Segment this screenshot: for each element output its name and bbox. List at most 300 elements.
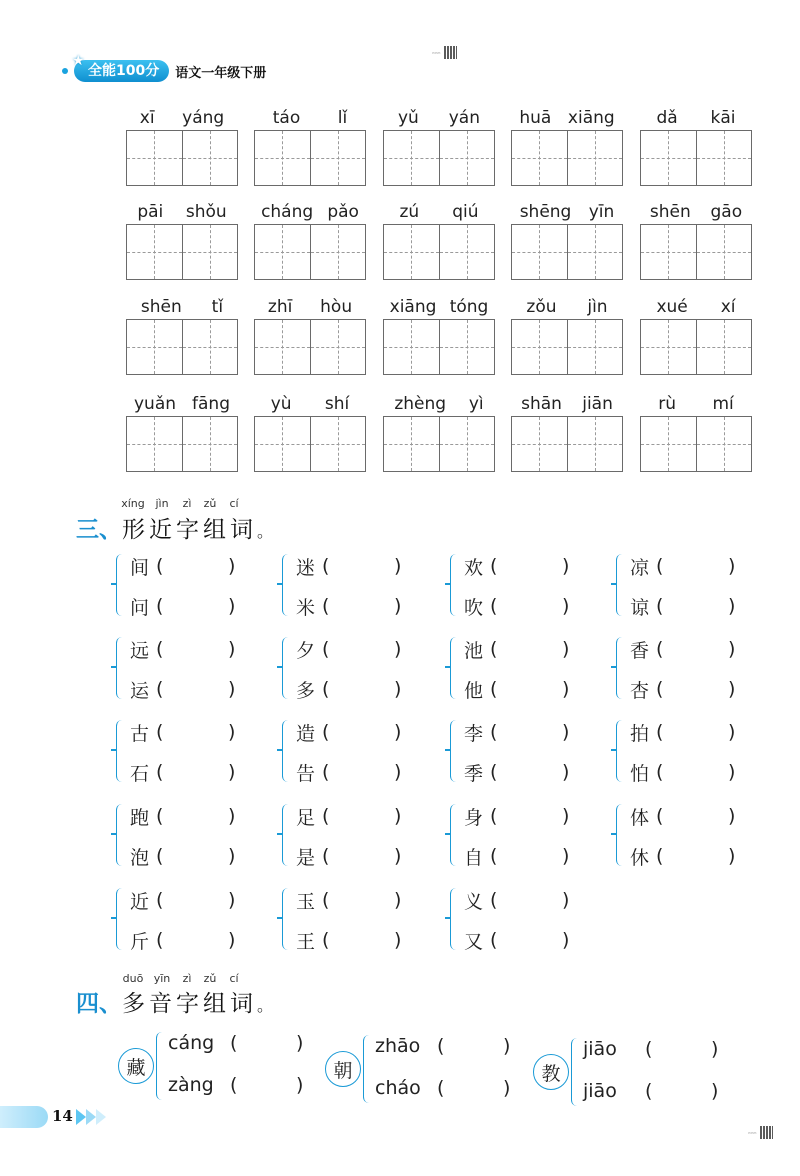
brace-icon [450,554,461,616]
tian-grid-box[interactable] [696,417,752,471]
tian-grid-boxes [383,416,495,472]
group-line [130,756,240,788]
answer-blank-open[interactable]: ( [490,805,498,827]
answer-blank-open[interactable]: ( [322,721,330,743]
brace-icon [571,1038,582,1106]
cell-pinyin [640,108,752,130]
tian-grid-box[interactable] [255,131,310,185]
tian-grid-box[interactable] [384,417,439,471]
cell-pinyin [511,202,623,224]
title-pinyin: zǔ [203,497,217,510]
reading-pinyin: zhāo [375,1035,421,1057]
pinyin-syllable: shēn [140,297,182,317]
tian-grid-box[interactable] [696,320,752,374]
answer-blank-open[interactable]: ( [230,1074,238,1096]
answer-blank-close: ) [228,761,236,783]
pinyin-syllable: zhī [267,297,293,317]
qr-code-icon [760,1126,773,1139]
brace-icon [363,1035,374,1103]
tian-grid-box[interactable] [127,131,182,185]
answer-blank-open[interactable]: ( [656,678,664,700]
group-character: 多 [296,679,316,702]
tian-grid-box[interactable] [182,225,238,279]
answer-blank-close: ) [228,889,236,911]
reading-pinyin: jiāo [583,1038,617,1060]
writing-cell [511,297,623,375]
tian-grid-box[interactable] [384,131,439,185]
tian-grid-box[interactable] [512,131,567,185]
answer-blank-open[interactable]: ( [322,678,330,700]
group-character: 迷 [296,556,316,579]
group-line [630,633,740,665]
tian-grid-boxes [511,224,623,280]
pinyin-syllable: rù [658,394,676,414]
group-line [130,840,240,872]
group-character: 他 [464,679,484,702]
group-line [464,716,574,748]
answer-blank-close: ) [728,761,736,783]
answer-blank-open[interactable]: ( [656,638,664,660]
tian-grid-boxes [254,130,366,186]
brace-icon [450,720,461,782]
group-line [464,673,574,705]
group-character: 斤 [130,930,150,953]
brace-icon [282,804,293,866]
tian-grid-box[interactable] [641,417,696,471]
tian-grid-boxes [254,224,366,280]
group-line [130,800,240,832]
answer-blank-open[interactable]: ( [322,595,330,617]
title-pinyin: cí [229,972,239,985]
answer-blank-open[interactable]: ( [645,1038,653,1060]
pinyin-syllable: hòu [320,297,353,317]
answer-blank-close: ) [562,595,570,617]
writing-cell [383,297,495,375]
pinyin-syllable: kāi [710,108,736,128]
answer-blank-close: ) [728,845,736,867]
group-line [296,884,406,916]
answer-blank-open[interactable]: ( [156,638,164,660]
writing-cell [254,297,366,375]
pinyin-syllable: shān [521,394,562,414]
answer-blank-close: ) [711,1038,719,1060]
char-group [282,884,407,954]
section3-title [76,511,273,544]
group-line [130,590,240,622]
tian-grid-boxes [383,224,495,280]
group-line [464,550,574,582]
group-line [296,924,406,956]
group-character: 造 [296,722,316,745]
tian-grid-box[interactable] [641,131,696,185]
group-character: 玉 [296,890,316,913]
answer-blank-open[interactable]: ( [490,761,498,783]
answer-blank-open[interactable]: ( [230,1032,238,1054]
group-character: 足 [296,806,316,829]
group-character: 告 [296,762,316,785]
answer-blank-open[interactable]: ( [437,1035,445,1057]
pinyin-syllable: zǒu [526,297,557,317]
writing-cell [383,108,495,186]
pinyin-syllable: shēn [649,202,691,222]
reading-pinyin: cháo [375,1077,421,1099]
char-group [616,716,741,786]
tian-grid-boxes [640,319,752,375]
writing-cell [126,202,238,280]
title-pinyin: zǔ [203,972,217,985]
answer-blank-close: ) [394,845,402,867]
answer-blank-open[interactable]: ( [656,845,664,867]
group-character: 自 [464,846,484,869]
brace-icon [156,1032,167,1100]
reading-pinyin: jiāo [583,1080,617,1102]
tian-grid-box[interactable] [127,417,182,471]
tian-grid-boxes [126,416,238,472]
pinyin-syllable: yǔ [397,108,419,128]
tian-grid-box[interactable] [127,320,182,374]
page-header [62,53,267,84]
tian-grid-box[interactable] [384,225,439,279]
answer-blank-close: ) [394,555,402,577]
group-character: 近 [130,890,150,913]
answer-blank-open[interactable]: ( [156,889,164,911]
group-line [630,673,740,705]
chevron-right-icon [96,1109,106,1125]
tian-grid-boxes [640,416,752,472]
brace-icon [282,637,293,699]
group-line [464,840,574,872]
pinyin-syllable: pāi [137,202,164,222]
answer-blank-open[interactable]: ( [656,761,664,783]
pinyin-syllable: gāo [710,202,743,222]
char-group [616,800,741,870]
group-character: 池 [464,639,484,662]
group-line [464,633,574,665]
answer-blank-close: ) [394,805,402,827]
group-character: 拍 [630,722,650,745]
cell-pinyin [383,202,495,224]
page-number: 14 [52,1107,73,1125]
pinyin-syllable: cháng [261,202,314,222]
tian-grid-box[interactable] [127,225,182,279]
tian-grid-box[interactable] [255,417,310,471]
group-line [296,673,406,705]
answer-blank-close: ) [394,929,402,951]
tian-grid-boxes [126,319,238,375]
answer-blank-open[interactable]: ( [156,845,164,867]
cell-pinyin [126,202,238,224]
pinyin-syllable: pǎo [327,202,359,222]
pinyin-syllable: shēng [519,202,572,222]
char-group [616,550,741,620]
answer-blank-close: ) [728,638,736,660]
answer-blank-close: ) [711,1080,719,1102]
answer-blank-close: ) [562,761,570,783]
group-line [296,590,406,622]
tian-grid-box[interactable] [182,320,238,374]
qr-code-bottom [748,1126,773,1139]
pinyin-syllable: shǒu [185,202,227,222]
tian-grid-box[interactable] [641,225,696,279]
answer-blank-open[interactable]: ( [490,678,498,700]
pinyin-syllable: xī [139,108,155,128]
answer-blank-open[interactable]: ( [156,721,164,743]
answer-blank-open[interactable]: ( [490,929,498,951]
tian-grid-box[interactable] [696,131,752,185]
answer-blank-open[interactable]: ( [322,929,330,951]
answer-blank-close: ) [228,678,236,700]
answer-blank-close: ) [296,1032,304,1054]
answer-blank-close: ) [728,555,736,577]
tian-grid-box[interactable] [567,417,623,471]
answer-blank-open[interactable]: ( [156,929,164,951]
answer-blank-close: ) [228,929,236,951]
tian-grid-box[interactable] [182,131,238,185]
answer-blank-open[interactable]: ( [490,721,498,743]
reading-line [375,1073,510,1103]
section4-heading: 多音字组词 [122,991,257,1017]
group-line [464,800,574,832]
tian-grid-boxes [126,224,238,280]
group-character: 间 [130,556,150,579]
answer-blank-open[interactable]: ( [322,761,330,783]
brace-icon [116,720,127,782]
answer-blank-close: ) [228,638,236,660]
star-icon: ★ [72,53,85,69]
tian-grid-box[interactable] [255,225,310,279]
group-line [296,756,406,788]
group-line [630,590,740,622]
writing-cell [126,394,238,472]
tian-grid-box[interactable] [567,131,623,185]
writing-cell [511,202,623,280]
tian-grid-box[interactable] [567,320,623,374]
title-pinyin: jìn [155,497,169,510]
group-character: 杏 [630,679,650,702]
pinyin-syllable: zú [399,202,420,222]
answer-blank-close: ) [394,595,402,617]
answer-blank-open[interactable]: ( [156,595,164,617]
chevron-right-icon [86,1109,96,1125]
group-character: 问 [130,596,150,619]
group-character: 是 [296,846,316,869]
section3-pinyin [118,497,246,510]
writing-cell [640,394,752,472]
writing-cell [640,297,752,375]
polyphone-character: 藏 [118,1048,154,1084]
group-line [464,924,574,956]
pinyin-syllable: xiāng [567,108,615,128]
answer-blank-open[interactable]: ( [645,1080,653,1102]
bullet-dot [62,68,68,74]
cell-pinyin [511,297,623,319]
char-group [282,550,407,620]
group-line [296,550,406,582]
answer-blank-open[interactable]: ( [656,555,664,577]
group-character: 泡 [130,846,150,869]
group-character: 远 [130,639,150,662]
brace-icon [616,804,627,866]
pinyin-syllable: tǐ [211,297,224,317]
answer-blank-close: ) [503,1035,511,1057]
char-group [116,800,241,870]
tian-grid-box[interactable] [439,225,495,279]
tian-grid-boxes [254,416,366,472]
section4-period: 。 [257,996,274,1015]
answer-blank-open[interactable]: ( [156,761,164,783]
brace-icon [450,888,461,950]
tian-grid-box[interactable] [310,225,366,279]
section4-number: 四、 [76,990,122,1017]
title-pinyin: zì [182,497,192,510]
tian-grid-box[interactable] [439,131,495,185]
pinyin-syllable: jiān [582,394,613,414]
answer-blank-open[interactable]: ( [490,889,498,911]
answer-blank-open[interactable]: ( [490,845,498,867]
writing-cell [126,297,238,375]
answer-blank-open[interactable]: ( [156,805,164,827]
group-line [630,840,740,872]
group-character: 体 [630,806,650,829]
brace-icon [116,888,127,950]
cell-pinyin [383,108,495,130]
answer-blank-open[interactable]: ( [322,555,330,577]
tian-grid-boxes [254,319,366,375]
group-character: 谅 [630,596,650,619]
group-line [296,633,406,665]
tian-grid-box[interactable] [182,417,238,471]
brace-icon [116,804,127,866]
answer-blank-open[interactable]: ( [490,555,498,577]
tian-grid-box[interactable] [512,225,567,279]
pinyin-syllable: lǐ [337,108,348,128]
brace-icon [616,637,627,699]
answer-blank-open[interactable]: ( [656,595,664,617]
answer-blank-close: ) [228,845,236,867]
pinyin-syllable: yán [448,108,481,128]
brace-icon [450,804,461,866]
group-line [630,756,740,788]
group-line [130,716,240,748]
tian-grid-box[interactable] [310,131,366,185]
tian-grid-box[interactable] [310,320,366,374]
cell-pinyin [254,394,366,416]
series-badge [72,53,169,82]
polyphone-character: 教 [533,1054,569,1090]
answer-blank-open[interactable]: ( [156,555,164,577]
reading-line [375,1031,510,1061]
answer-blank-close: ) [562,805,570,827]
section4-pinyin [118,972,246,985]
answer-blank-close: ) [394,721,402,743]
polyphone-group [325,1031,515,1109]
char-group [282,633,407,703]
pinyin-syllable: yīn [588,202,615,222]
tian-grid-box[interactable] [384,320,439,374]
tian-grid-box[interactable] [567,225,623,279]
char-group [616,633,741,703]
cell-pinyin [126,297,238,319]
group-character: 休 [630,846,650,869]
group-line [296,716,406,748]
pinyin-syllable: yuǎn [134,394,177,414]
group-character: 欢 [464,556,484,579]
group-character: 石 [130,762,150,785]
char-group [116,884,241,954]
group-line [130,633,240,665]
answer-blank-open[interactable]: ( [322,845,330,867]
answer-blank-close: ) [394,761,402,783]
writing-cell [383,394,495,472]
qr-code-icon [444,46,457,59]
answer-blank-close: ) [228,721,236,743]
cell-pinyin [383,297,495,319]
pinyin-syllable: xiāng [389,297,437,317]
answer-blank-open[interactable]: ( [656,721,664,743]
char-group [450,800,575,870]
answer-blank-open[interactable]: ( [656,805,664,827]
group-line [296,840,406,872]
tian-grid-boxes [511,130,623,186]
group-line [130,884,240,916]
answer-blank-close: ) [728,805,736,827]
answer-blank-close: ) [296,1074,304,1096]
tian-grid-box[interactable] [439,417,495,471]
reading-pinyin: zàng [168,1074,214,1096]
tian-grid-box[interactable] [641,320,696,374]
tian-grid-boxes [640,224,752,280]
answer-blank-open[interactable]: ( [322,889,330,911]
reading-line [168,1028,303,1058]
page-number-bar [0,1106,48,1128]
tian-grid-box[interactable] [255,320,310,374]
group-line [130,673,240,705]
cell-pinyin [511,394,623,416]
tian-grid-boxes [383,319,495,375]
tian-grid-box[interactable] [512,320,567,374]
tian-grid-box[interactable] [310,417,366,471]
writing-cell [511,108,623,186]
reading-line [583,1034,718,1064]
writing-cell [254,202,366,280]
answer-blank-close: ) [228,595,236,617]
cell-pinyin [254,202,366,224]
answer-blank-open[interactable]: ( [322,805,330,827]
char-group [116,550,241,620]
brace-icon [450,637,461,699]
pinyin-syllable: yáng [182,108,225,128]
answer-blank-open[interactable]: ( [437,1077,445,1099]
group-character: 又 [464,930,484,953]
tian-grid-box[interactable] [696,225,752,279]
answer-blank-open[interactable]: ( [490,595,498,617]
tian-grid-box[interactable] [439,320,495,374]
answer-blank-open[interactable]: ( [322,638,330,660]
group-line [630,800,740,832]
group-character: 义 [464,890,484,913]
char-group [450,884,575,954]
answer-blank-open[interactable]: ( [490,638,498,660]
brace-icon [282,720,293,782]
brace-icon [116,554,127,616]
answer-blank-close: ) [562,721,570,743]
qr-caption-bottom: ▭▭▭ [748,1130,757,1135]
tian-grid-box[interactable] [512,417,567,471]
pinyin-syllable: yì [468,394,484,414]
answer-blank-open[interactable]: ( [156,678,164,700]
char-group [282,716,407,786]
reading-pinyin: cáng [168,1032,215,1054]
